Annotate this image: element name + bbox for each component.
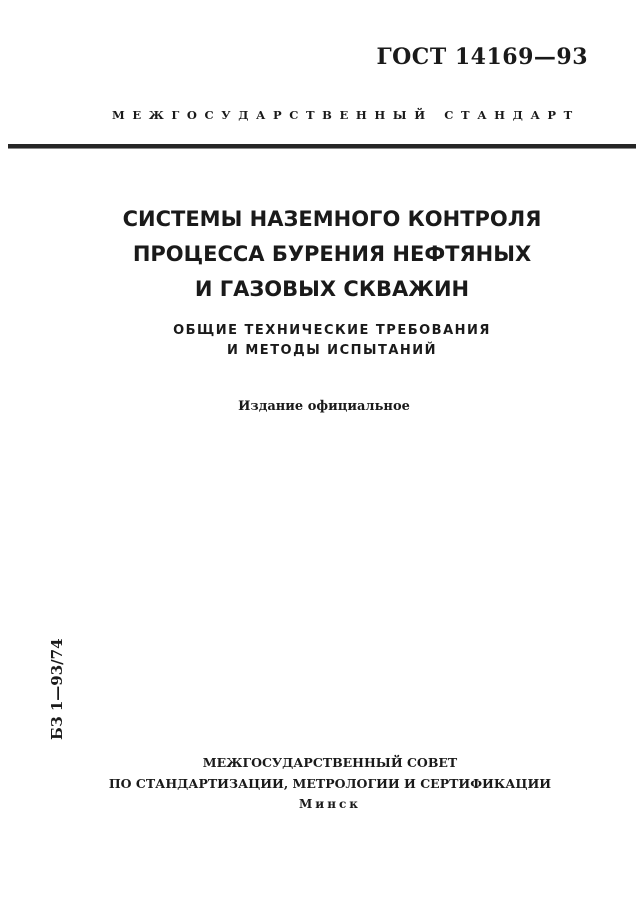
top-divider	[8, 144, 636, 148]
publisher-line-1: МЕЖГОСУДАРСТВЕННЫЙ СОВЕТ	[202, 755, 458, 770]
subtitle-line-1: ОБЩИЕ ТЕХНИЧЕСКИЕ ТРЕБОВАНИЯ	[173, 323, 491, 338]
document-title	[0, 202, 642, 307]
subtitle-line-2: И МЕТОДЫ ИСПЫТАНИЙ	[226, 343, 438, 358]
standard-type-heading: МЕЖГОСУДАРСТВЕННЫЙ СТАНДАРТ	[112, 108, 580, 122]
title-line-3: И ГАЗОВЫХ СКВАЖИН	[194, 277, 470, 301]
publisher-line-2: ПО СТАНДАРТИЗАЦИИ, МЕТРОЛОГИИ И СЕРТИФИКАЦИИ	[108, 776, 552, 791]
gost-number: ГОСТ 14169—93	[376, 44, 588, 70]
title-line-2: ПРОЦЕССА БУРЕНИЯ НЕФТЯНЫХ	[132, 242, 532, 266]
edition-note: Издание официальное	[238, 399, 410, 414]
title-line-1: СИСТЕМЫ НАЗЕМНОГО КОНТРОЛЯ	[122, 207, 542, 231]
document-subtitle	[0, 321, 642, 361]
publisher-city: Минск	[299, 797, 361, 811]
publisher-block	[0, 752, 642, 815]
side-code: БЗ 1—93/74	[48, 638, 66, 740]
